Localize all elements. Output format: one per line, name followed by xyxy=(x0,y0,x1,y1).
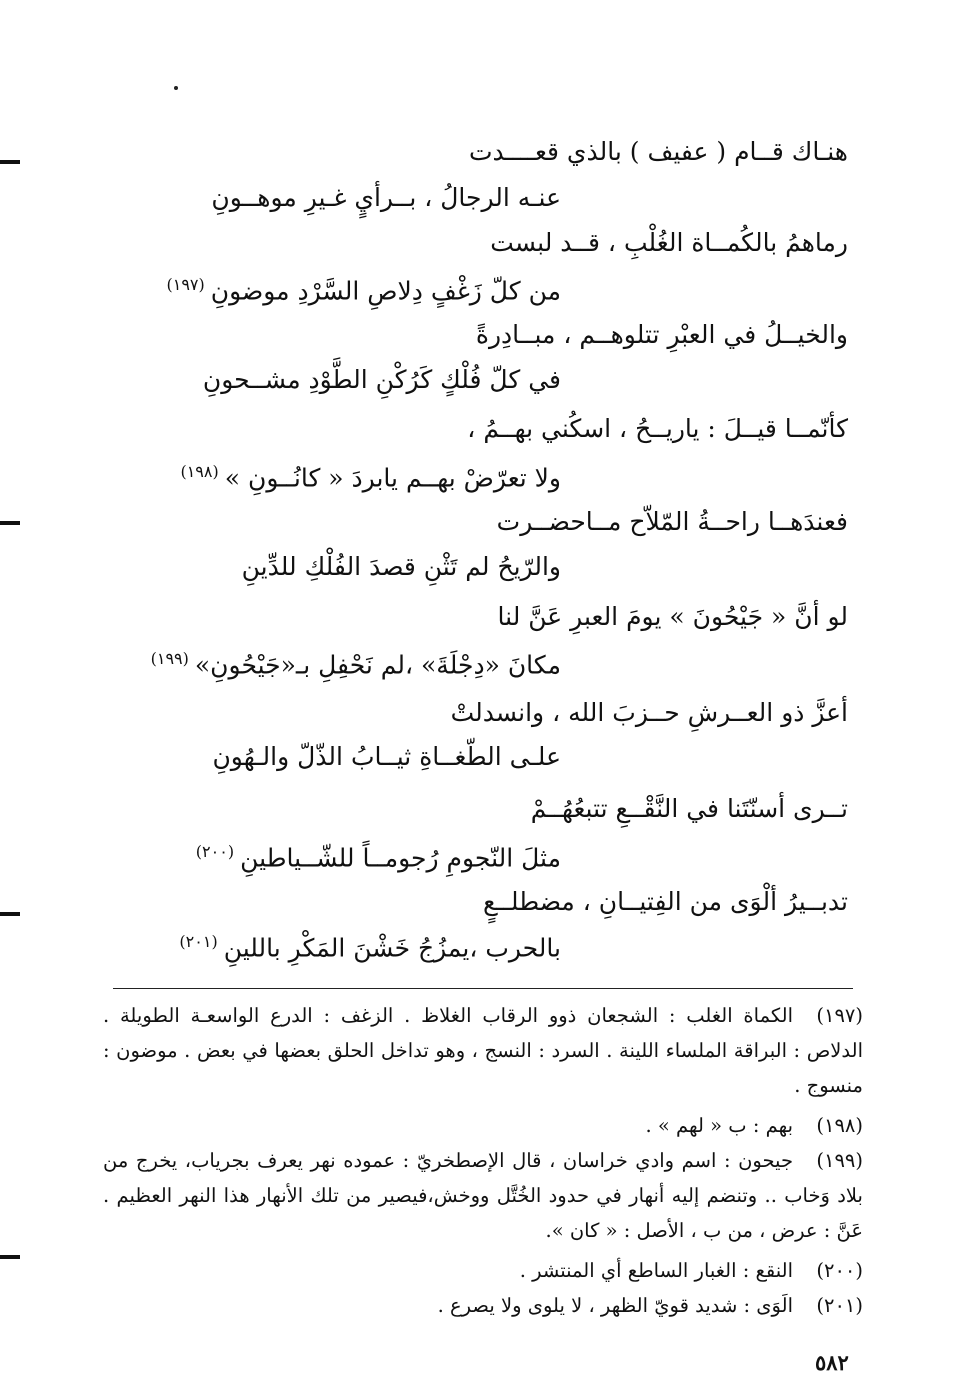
page-number: ٥٨٢ xyxy=(815,1350,849,1375)
verse-first-hemistich: كأنّمــا قيــلَ : ياريــحُ ، اسكُني بهــمُ ، xyxy=(467,414,848,443)
footnote-text: الكماة الغلب : الشجعان ذوو الرقاب الغلاظ . الزغف : الدرع الواسعـة الطويلة . الدلاص : البراقة الملساء اللينة . السرد : النسج ، وهو تداخل الحلق بعضها في بعض . موضون : منسوج . xyxy=(103,1004,863,1097)
verse-second-hemistich: ولا تعرّضْ بهــم يابردَ « كانُــونِ »$^{(١٩٨)}$ xyxy=(180,462,561,493)
verse-second-hemistich: من كلّ زَغْفٍ دِلاصِ السَّرْدِ موضونِ$^{(١٩٧)}$ xyxy=(166,275,561,306)
stray-dot xyxy=(174,86,178,90)
footnote xyxy=(103,1253,863,1288)
margin-mark xyxy=(0,160,20,164)
margin-mark xyxy=(0,521,20,525)
verse-first-hemistich: رماهمُ بالكُمــاة الغُلْبِ ، قــد لبست xyxy=(490,228,848,257)
margin-mark xyxy=(0,912,20,916)
verse-second-hemistich: والرّيحُ لم تَثْنِ قصدَ الفُلْكِ للدِّينِ xyxy=(241,552,561,581)
verse-first-hemistich: تدبــيرُ ألْوَى من الفِتيــانِ ، مضطلــعٍ xyxy=(482,887,848,916)
footnote-ref: (٢٠٠) xyxy=(195,842,235,861)
verse-first-hemistich: والخيــلُ في العبْرِ تتلوهــم ، مبــادِرةً xyxy=(475,320,848,349)
footnote xyxy=(103,998,863,1103)
footnote-text: الَوَى : شديد قويّ الظهر ، لا يلوى ولا يصرع . xyxy=(437,1294,793,1317)
footnote-separator xyxy=(113,988,853,989)
verse-first-hemistich: هنـاك قــام ( عفيف ) بالذي قعــــدت xyxy=(469,137,848,166)
footnote-ref: (١٩٩) xyxy=(150,649,189,668)
verse-first-hemistich: لو أنَّ « جَيْحُونَ » يومَ العبرِ عَنَّ لنا xyxy=(497,602,848,631)
footnote xyxy=(103,1288,863,1323)
verse-second-hemistich: علـى الطّغــاةِ ثيــابُ الذّلّ والـهُونِ xyxy=(212,742,561,771)
verse-second-hemistich: عنـه الرجالُ ، بــرأيٍ غـيرِ موهــونِ xyxy=(211,183,561,212)
footnote-text: بهم : ب « لهم » . xyxy=(645,1114,793,1137)
footnote-number: (١٩٨) xyxy=(816,1114,863,1137)
footnote-text: جيحون : اسم وادي خراسان ، قال الإصطخريّ : عموده نهر يعرف بجرياب، يخرج من بلاد وَخاب .. وتنضم إليه أنهار في حدود الخُتَّل ووخش،فيصير من تلك الأنهار هذا النهر العظيم . عَنَّ : عرض ، من ب ، الأصل : « كان ». xyxy=(103,1149,863,1242)
footnote xyxy=(103,1108,863,1143)
margin-mark xyxy=(0,1255,20,1259)
footnote-number: (٢٠٠) xyxy=(816,1259,863,1282)
footnote-number: (٢٠١) xyxy=(816,1294,863,1317)
footnote-number: (١٩٧) xyxy=(816,1004,863,1027)
footnote xyxy=(103,1143,863,1248)
footnote-ref: (٢٠١) xyxy=(179,932,218,951)
verse-first-hemistich: أعزَّ ذو العــرشِ حــزبَ الله ، وانسدلتْ xyxy=(450,698,848,727)
verse-first-hemistich: فعندَهــا راحــةُ المّلاّح مــاحضــرت xyxy=(496,507,848,536)
verse-second-hemistich: مثلَ النّجومِ رُجومــاً للشّــياطينِ$^{(٢٠٠)}$ xyxy=(195,842,561,873)
verse-second-hemistich: مكانَ «دِجْلَةَ» ،لم نَحْفِلِ بـ«جَيْحُونِ»$^{(١٩٩)}$ xyxy=(150,649,561,680)
verse-second-hemistich: بالحرب ،يمزُجُ خَشْنَ المَكْرِ باللينِ$^{(٢٠١)}$ xyxy=(179,932,561,963)
verse-second-hemistich: في كلّ فُلْكٍ كَرُكْنِ الطَّوْدِ مشــحونِ xyxy=(202,365,561,394)
footnote-text: النقع : الغبار الساطع أي المنتشر . xyxy=(519,1259,793,1282)
verse-first-hemistich: تــرى أسنّتَنا في النَّقْــعِ تتبعُهُــمْ xyxy=(530,794,848,823)
footnote-number: (١٩٩) xyxy=(816,1149,864,1172)
footnote-ref: (١٩٧) xyxy=(166,275,205,294)
footnote-ref: (١٩٨) xyxy=(180,462,219,481)
